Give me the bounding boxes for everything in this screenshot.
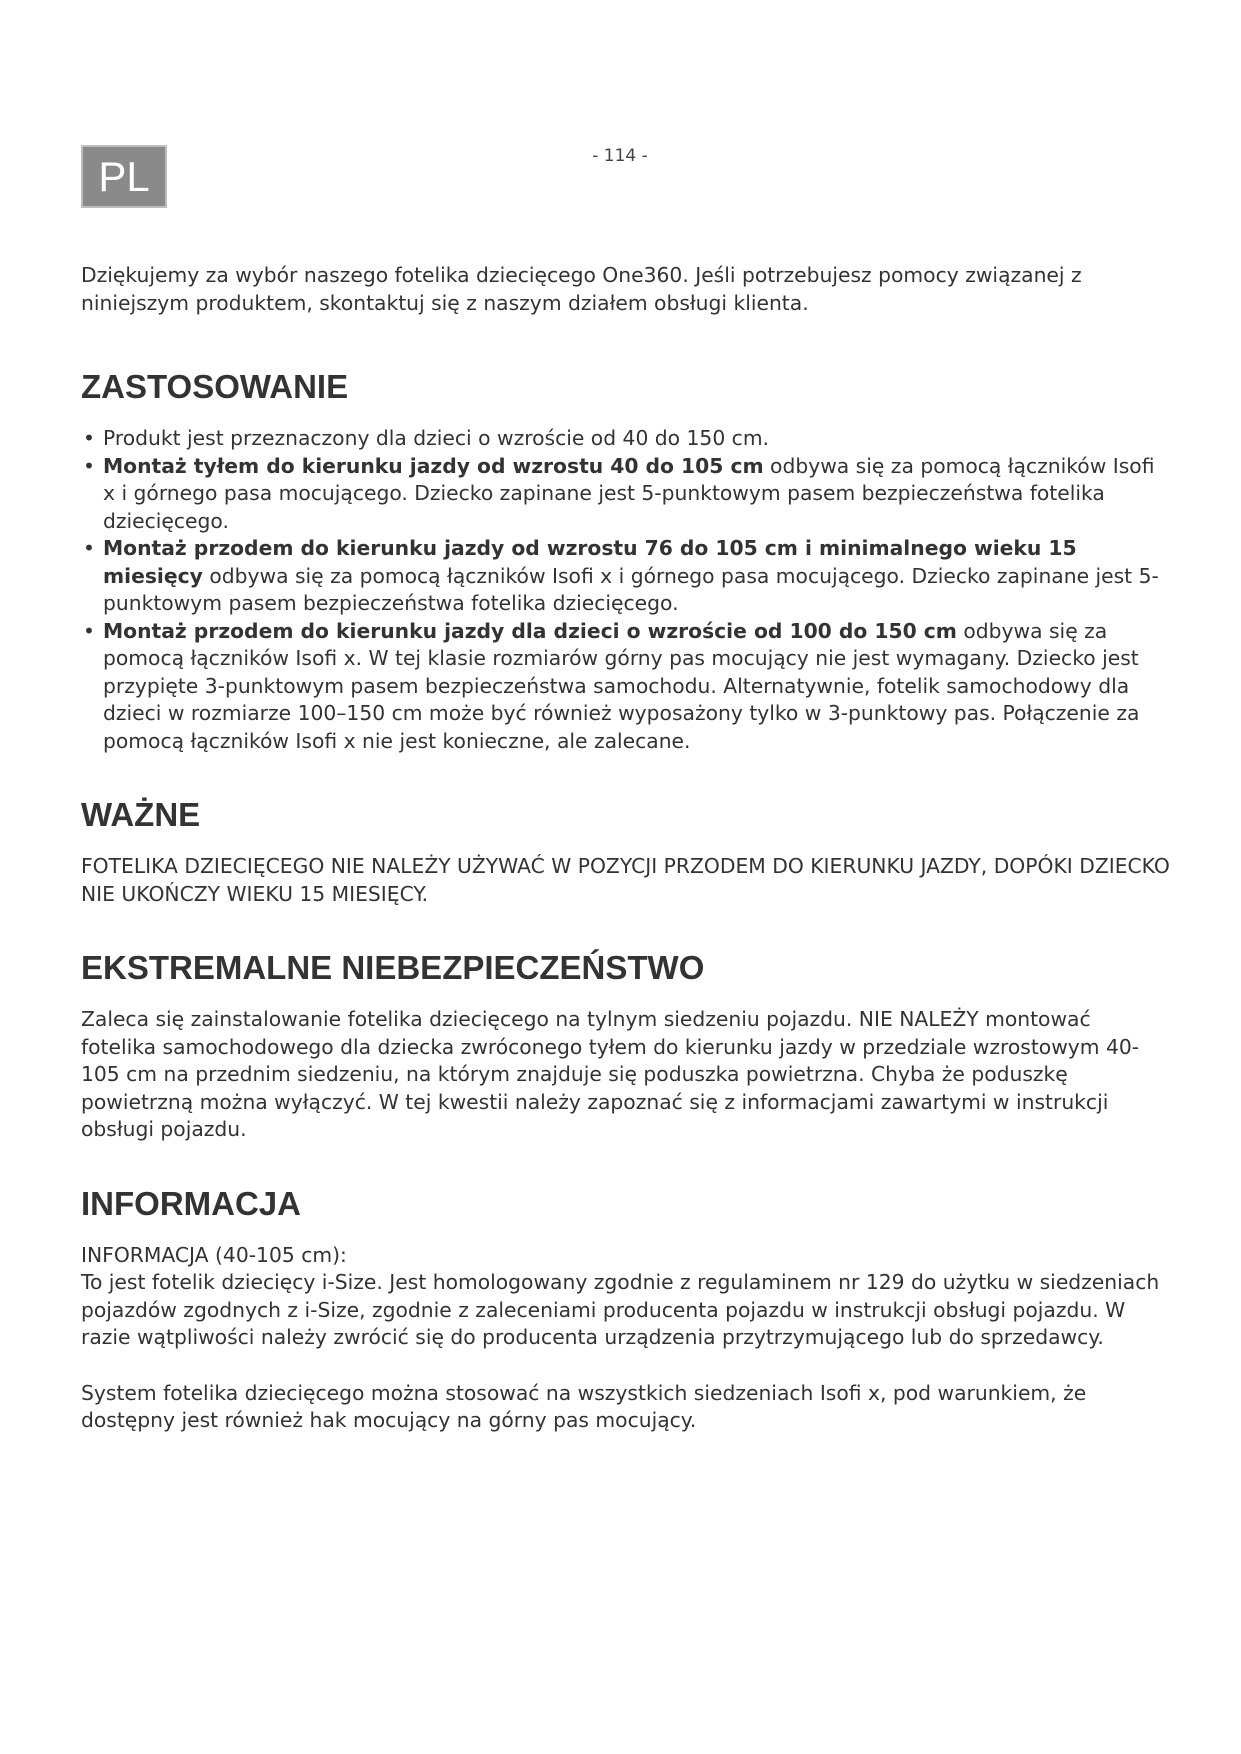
usage-item-text: odbywa się za pomocą łączników Isofi x i górnego pasa mocującego. Dziecko zapinane jest 5-punktowym pasem bezpieczeństwa fotelika dziecięcego. — [103, 563, 1159, 615]
usage-item-bold: Montaż przodem do kierunku jazdy dla dzieci o wzroście od 100 do 150 cm — [103, 618, 957, 643]
info-text-1: To jest fotelik dziecięcy i-Size. Jest homologowany zgodnie z regulaminem nr 129 do użytku w siedzeniach pojazdów zgodnych z i-Size, zgodnie z zaleceniami producenta pojazdu w instrukcji obsługi pojazdu. W razie wątpliwości należy zwrócić się do producenta urządzenia przytrzymującego lub do sprzedawcy. — [81, 1270, 1160, 1349]
language-badge: PL — [81, 145, 167, 208]
document-body — [81, 262, 1171, 1435]
usage-item-bold: Montaż przodem do kierunku jazdy od wzrostu 76 do 105 cm i minimalnego wieku 15 miesięcy — [103, 536, 1077, 588]
heading-informacja: INFORMACJA — [81, 1184, 301, 1222]
usage-item-bold: Montaż tyłem do kierunku jazdy od wzrostu 40 do 105 cm — [103, 453, 764, 478]
page-number: - 114 - — [592, 146, 648, 166]
intro-paragraph: Dziękujemy za wybór naszego fotelika dziecięcego One360. Jeśli potrzebujesz pomocy związanej z niniejszym produktem, skontaktuj się z naszym działem obsługi klienta. — [81, 263, 1082, 315]
usage-item — [81, 425, 1171, 453]
usage-item — [81, 535, 1171, 618]
usage-item — [81, 618, 1171, 756]
heading-ekstremalne: EKSTREMALNE NIEBEZPIECZEŃSTWO — [81, 949, 705, 986]
info-subheading: INFORMACJA (40-105 cm): — [81, 1242, 347, 1267]
usage-list — [81, 425, 1171, 755]
usage-item — [81, 453, 1171, 536]
heading-zastosowanie: ZASTOSOWANIE — [81, 368, 349, 405]
usage-item-text: odbywa się za pomocą łączników Isofi x. W tej klasie rozmiarów górny pas mocujący nie jest wymagany. Dziecko jest przypięte 3-punktowym pasem bezpieczeństwa samochodu. Alternatywnie, fotelik samochodowy dla dzieci w rozmiarze 100–150 cm może być również wyposażony tylko w 3-punktowy pas. Połączenie za pomocą łączników Isofi x nie jest konieczne, ale zalecane. — [103, 618, 1140, 753]
important-text: FOTELIKA DZIECIĘCEGO NIE NALEŻY UŻYWAĆ W POZYCJI PRZODEM DO KIERUNKU JAZDY, DOPÓKI DZIECKO NIE UKOŃCZY WIEKU 15 MIESIĘCY. — [81, 854, 1170, 906]
heading-wazne: WAŻNE — [81, 796, 201, 833]
usage-item-text: odbywa się za pomocą łączników Isofi x i górnego pasa mocującego. Dziecko zapinane jest 5-punktowym pasem bezpieczeństwa fotelika dziecięcego. — [103, 453, 1155, 533]
danger-text: Zaleca się zainstalowanie fotelika dziecięcego na tylnym siedzeniu pojazdu. NIE NALEŻY montować fotelika samochodowego dla dziecka zwróconego tyłem do kierunku jazdy w przedziale wzrostowym 40-105 cm na przednim siedzeniu, na którym znajduje się poduszka powietrzna. Chyba że poduszkę powietrzną można wyłączyć. W tej kwestii należy zapoznać się z informacjami zawartymi w instrukcji obsługi pojazdu. — [81, 1007, 1140, 1141]
info-text-2: System fotelika dziecięcego można stosować na wszystkich siedzeniach Isofi x, pod warunkiem, że dostępny jest również hak mocujący na górny pas mocujący. — [81, 1380, 1087, 1432]
usage-item-text: Produkt jest przeznaczony dla dzieci o wzroście od 40 do 150 cm. — [103, 426, 770, 450]
